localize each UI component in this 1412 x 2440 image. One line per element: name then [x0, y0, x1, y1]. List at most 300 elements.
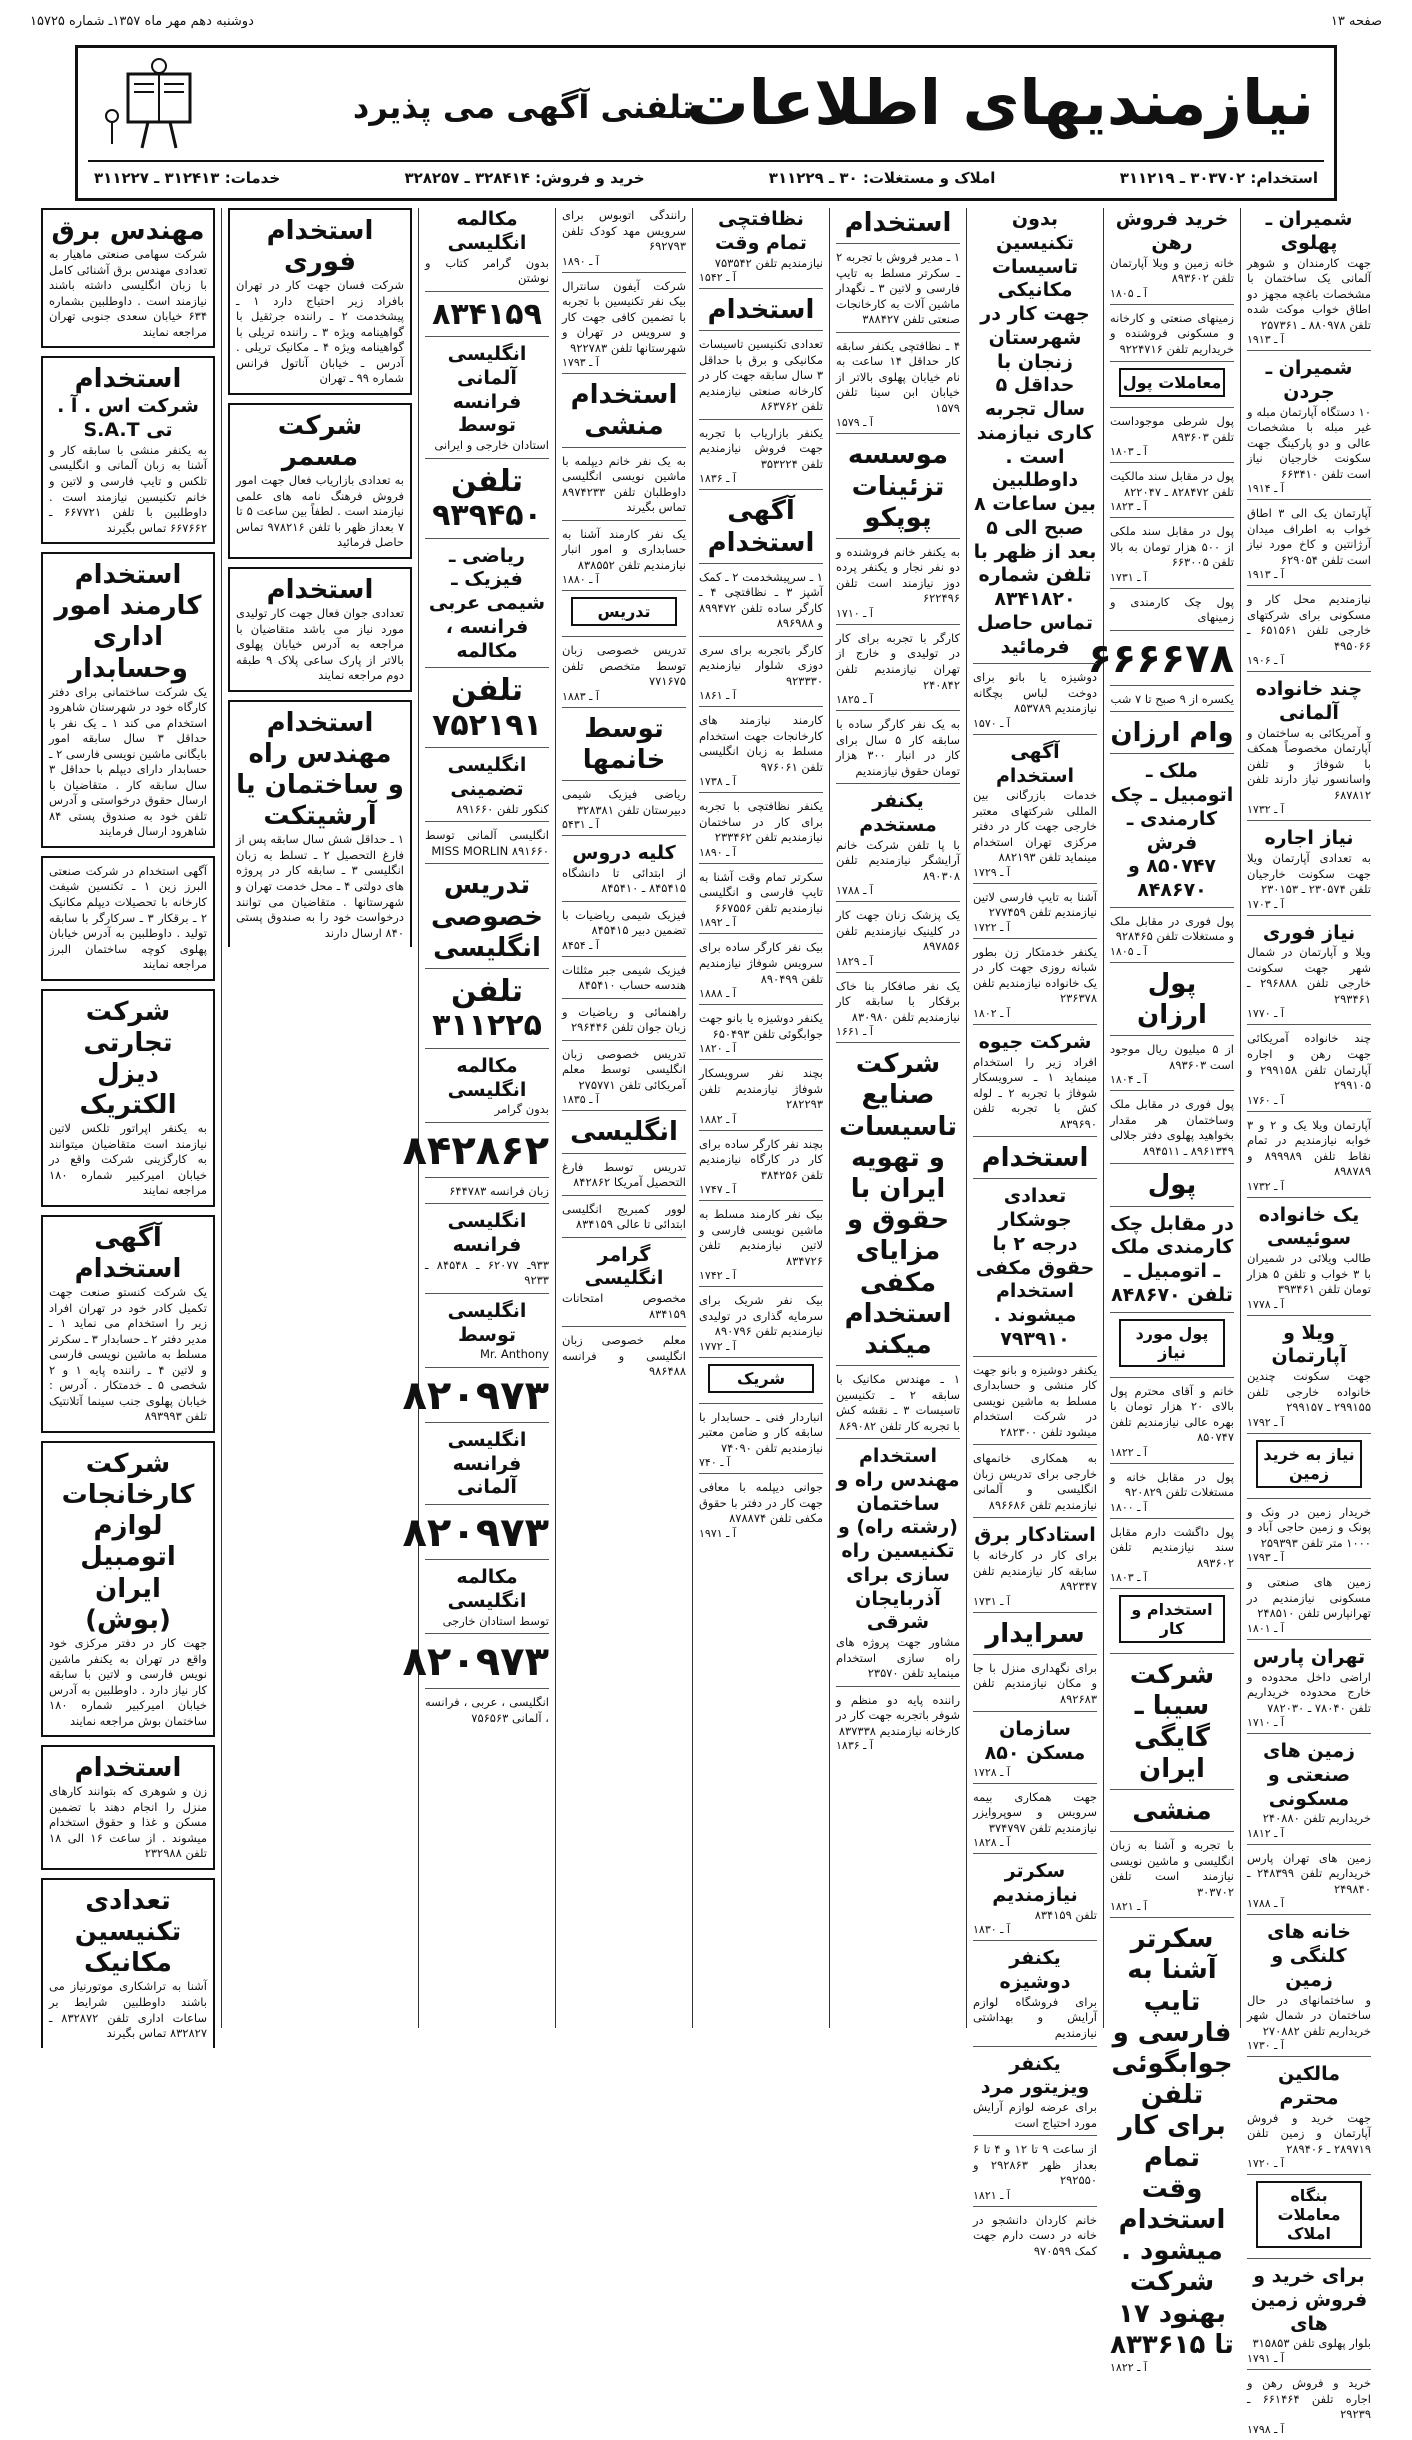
ad-body-text: ۱ ـ سرپیشخدمت ۲ ـ کمک آشپز ۳ ـ نظافتچی ۴ ـ کارگر ساده تلفن ۸۹۹۴۷۲ و ۸۹۶۹۸۸: [699, 569, 823, 631]
ad-body-text: زمین های تهران پارس خریداریم تلفن ۲۴۸۳۹۹ ـ ۲۴۹۸۴۰: [1247, 1850, 1371, 1896]
classified-ad: [1087, 635, 1234, 686]
classified-ad: [425, 343, 549, 459]
ad-heading: نیاز فوری: [1262, 921, 1356, 944]
ad-body-text: یک نفر کارمند آشنا به حسابداری و امور انبار نیازمندیم تلفن ۸۳۸۵۵۲: [562, 526, 686, 572]
masthead-phone-numbers: [88, 160, 1324, 194]
ad-code: آ ـ ۱۷۴۲: [699, 1269, 736, 1283]
ad-headline: توسط خانمها: [582, 713, 666, 775]
ad-body-text: آشنا به تراشکاری موتورنیاز می باشند داوطلبین شرایط بر ساعات اداری تلفن ۸۳۲۸۷۲ ـ ۸۳۲۸۲۷ تماس بگیرند: [49, 1979, 207, 2041]
ad-body-text: ریاضی فیزیک شیمی دبیرستان تلفن ۳۲۸۳۸۱: [562, 787, 686, 817]
classified-ad: [699, 295, 823, 331]
ad-body-text: معلم خصوصی زبان انگلیسی و فرانسه ۹۸۶۴۸۸: [562, 1333, 686, 1379]
ad-body-text: به همکاری خانمهای خارجی برای تدریس زبان انگلیسی و آلمانی نیازمندیم تلفن ۸۹۶۶۸۶: [973, 1451, 1097, 1512]
classified-ad: [973, 1619, 1097, 1655]
classified-ad: [1110, 1924, 1234, 2378]
ad-body-text: به یک نفر خانم دیپلمه با ماشین نویسی انگلیسی داوطلبان تلفن ۸۹۷۴۲۳۳ تماس بگیرند: [562, 453, 686, 515]
ad-body-text: راهنمائی و ریاضیات و زبان جوان تلفن ۲۹۶۴۴۶: [562, 1004, 686, 1035]
classified-ad: [41, 356, 215, 544]
ad-heading: تعدادی جوشکار درجه ۲ با حقوق مکفی استخدام میشوند . ۷۹۳۹۱۰: [975, 1185, 1095, 1350]
classified-ad: [699, 1480, 823, 1544]
column-6: [555, 208, 692, 2028]
ad-code: آ ـ ۱۸۸۰: [562, 573, 599, 587]
ad-body-text: زمینهای صنعتی و کارخانه و مسکونی فروشنده و خریداریم تلفن ۹۲۲۴۷۱۶: [1110, 310, 1234, 356]
ad-code: آ ـ ۱۷۹۸: [1247, 2422, 1284, 2436]
classified-ad: [836, 1049, 960, 1366]
classified-ad: [836, 250, 960, 333]
ad-heading: استخدام مهندس راه و ساختمان (رشته راه) و تکنیسین راه سازی برای آذربایجان شرقی: [836, 1445, 960, 1634]
ad-body-text: شرکت سهامی صنعتی ماهیار به تعدادی مهندس برق آشنائی کامل با زبان انگلیسی داشته باشند نیازمند است . داوطلبین بشماره ۶۳۴ خیابان سعدی جنوبی تهران مراجعه نمایند: [49, 247, 207, 339]
classifieds-columns: [35, 208, 1377, 2436]
ad-heading: چند خانواده آلمانی: [1255, 678, 1363, 725]
classified-ad: [1247, 506, 1371, 586]
ad-heading: انگلیسی فرانسه آلمانی: [447, 1428, 527, 1499]
classified-ad: [973, 1031, 1097, 1137]
classified-ad: [973, 741, 1097, 884]
ad-code: آ ـ ۸۴۵۴: [562, 938, 599, 952]
classified-ad: [973, 1451, 1097, 1518]
ad-body-text: یک پزشک زنان جهت کار در کلینیک نیازمندیم تلفن ۸۹۷۸۵۶: [836, 908, 960, 954]
classified-ad: [1110, 1097, 1234, 1164]
page-number: صفحه ۱۳: [1330, 14, 1382, 29]
ad-body-text: یکنفر دوشیزه یا بانو جهت جوابگوئی تلفن ۶۵۰۴۹۳: [699, 1011, 823, 1041]
classified-ad: [228, 567, 412, 692]
ad-body-text: آپارتمان ویلا یک و ۲ و ۳ خوابه نیازمندیم در تمام نقاط تلفن ۸۹۹۹۸۹ و ۸۹۸۷۸۹: [1247, 1117, 1371, 1179]
phone-buy-sell: خرید و فروش: ۳۲۸۴۱۴ ـ ۳۲۸۲۵۷: [404, 169, 645, 187]
ad-body-text: چند خانواده آمریکائی جهت رهن و اجاره آپارتمان تلفن ۲۹۹۱۵۸ و ۲۹۹۱۰۵: [1247, 1031, 1371, 1093]
ad-heading: تهران پارس: [1252, 1645, 1366, 1668]
ad-heading: انگلیسی تضمینی: [447, 754, 527, 801]
ad-body-text: فیزیک شیمی جبر مثلثات هندسه حساب ۸۴۵۴۱۰: [562, 962, 686, 993]
ad-heading: انگلیسی آلمانی فرانسه توسط: [447, 343, 527, 437]
masthead-title: نیازمندیهای اطلاعات: [686, 66, 1314, 139]
ad-body-text: به یکنفر خانم فروشنده و دو نفر نجار و یکنفر پرده دوز نیازمند است تلفن ۶۲۲۴۹۶: [836, 544, 960, 606]
ad-body-text: کنکور تلفن ۸۹۱۶۶۰: [456, 801, 549, 816]
classified-ad: [562, 1244, 686, 1328]
ad-body-text: بیک نفر کارگر ساده برای سرویس شوفاژ نیازمندیم تلفن ۸۹۰۴۹۹: [699, 940, 823, 986]
classified-ad: [228, 700, 412, 947]
ad-headline: انگلیسی: [570, 1117, 678, 1148]
ad-code: آ ـ ۱۸۸۸: [699, 987, 736, 1001]
ad-code: آ ـ ۱۸۰۵: [1110, 944, 1147, 958]
ad-code: آ ـ ۱۸۳۰: [973, 1923, 1010, 1937]
ad-heading: شرکت جیوه: [978, 1030, 1092, 1053]
classified-ad: [425, 545, 549, 669]
classified-ad: [425, 754, 549, 822]
ad-code: آ ـ ۱۷۹۳: [1247, 1551, 1284, 1565]
ad-code: آ ـ ۱۷۱۰: [836, 606, 873, 620]
ad-headline: آگهی استخدام: [74, 1222, 182, 1285]
ad-body-text: مشاور جهت پروژه های راه سازی استخدام مینماید تلفن ۲۳۵۷۰: [836, 1635, 960, 1681]
ad-heading: مالکین محترم: [1278, 2063, 1340, 2109]
ad-body-text: ۱ ـ مدیر فروش با تجربه ۲ ـ سکرتر مسلط به تایپ فارسی و لاتین ۳ ـ نگهدار ماشین آلات به کارخانجات صنعتی تلفن ۳۸۸۴۲۷: [836, 250, 960, 327]
classified-ad: [699, 496, 823, 563]
ad-code: آ ـ ۱۷۷۸: [1247, 1297, 1284, 1311]
phone-services: خدمات: ۳۱۲۴۱۳ ـ ۳۱۱۲۲۷: [94, 169, 281, 187]
classified-ad: [699, 1293, 823, 1358]
classified-ad: [562, 208, 686, 273]
ad-body-text: پول فوری در مقابل ملک و مستغلات تلفن ۹۲۸۴۶۵: [1110, 913, 1234, 944]
classified-ad: [1247, 592, 1371, 672]
ad-code: آ ـ ۱۷۳۲: [1247, 1179, 1284, 1193]
classified-ad: [425, 828, 549, 864]
ad-heading: ریاضی ـ فیزیک ـ شیمی عربی فرانسه ، مکالمه: [428, 544, 546, 662]
ad-heading: آگهی استخدام: [995, 740, 1075, 787]
ad-code: آ ـ ۱۷۳۰: [1247, 2039, 1284, 2053]
classified-ad: [402, 1127, 549, 1178]
ad-headline: پول: [1147, 1170, 1197, 1201]
ad-body-text: انباردار فنی ـ حسابدار با سابقه کار و ضامن معتبر نیازمندیم تلفن ۷۴۰۹۰: [699, 1409, 823, 1455]
classified-ad: [836, 908, 960, 973]
classified-ad: [1247, 2181, 1371, 2259]
ad-body-text: بچند نفر کارگر ساده برای کار در کارگاه نیازمندیم تلفن ۳۸۴۲۵۶: [699, 1136, 823, 1182]
ad-headline: استخدام: [981, 1143, 1089, 1174]
ad-code: آ ـ ۱۷۷۲: [699, 1339, 736, 1353]
ad-body-text: پول در مقابل سند ملکی از ۵۰۰ هزار تومان به بالا تلفن ۶۶۳۰۰۵: [1110, 524, 1234, 570]
ad-body-text: سکرتر تمام وقت آشنا به تایپ فارسی و انگلیسی نیازمندیم تلفن ۶۶۷۵۵۶: [699, 869, 823, 915]
ad-headline: استخدام: [266, 574, 374, 605]
classified-ad: [41, 1441, 215, 1737]
ad-body-text: برای فروشگاه لوازم آرایش و بهداشتی نیازمندیم: [973, 1994, 1097, 2040]
ad-code: آ ـ ۱۹۱۴: [1247, 482, 1284, 496]
classified-ad: [1247, 2376, 1371, 2440]
phone-employment: استخدام: ۳۰۳۷۰۲ ـ ۳۱۱۲۱۹: [1119, 169, 1318, 187]
ad-code: آ ـ ۱۸۰۳: [1110, 445, 1147, 459]
classified-ad: [41, 1745, 215, 1870]
section-label: شریک: [708, 1364, 814, 1393]
classified-ad: [41, 552, 215, 848]
classified-ad: [1110, 1213, 1234, 1313]
ad-body-text: آپارتمان یک الی ۳ اطاق خواب به اطراف میدان آرژانتین و کاخ مورد نیاز است تلفن ۶۲۹۰۵۴: [1247, 506, 1371, 567]
ad-body-text: جهت خرید و فروش آپارتمان و زمین تلفن ۲۸۹۷۱۹ ـ ۲۸۹۴۰۶: [1247, 2110, 1371, 2156]
ad-heading: ملک ـ اتومبیل ـ چک کارمندی ـ فرش ۸۵۰۷۴۷ و ۸۴۸۶۷۰: [1110, 760, 1234, 902]
ad-body-text: به یک نفر کارگر ساده با سابقه کار ۵ سال برای کار در انبار ۳۰۰ هزار تومان حقوق نیازمندیم: [836, 717, 960, 778]
ad-code: آ ـ ۱۹۷۱: [699, 1526, 736, 1540]
ad-body-text: از ابتدائی تا دانشگاه ۸۴۵۴۱۵ ـ ۸۴۵۴۱۰: [562, 865, 686, 896]
classified-ad: [562, 527, 686, 592]
classified-ad: [1110, 208, 1234, 305]
ad-code: آ ـ ۱۷۳۱: [973, 1594, 1010, 1608]
ad-headline: استخدام کارمند امور اداری وحسابدار: [54, 560, 202, 684]
classified-ad: [699, 570, 823, 637]
ad-code: آ ـ ۱۷۲۹: [973, 865, 1010, 879]
ad-body-text: توسط استادان خارجی: [442, 1613, 549, 1628]
classified-ad: [562, 1117, 686, 1153]
classified-ad: [973, 1790, 1097, 1855]
ad-headline: شرکت صنایع تاسیسات و تهویه ایران با حقوق و مزایای مکفی استخدام میکند: [838, 1049, 958, 1360]
ad-headline: وام ارزان: [1110, 718, 1234, 749]
classified-ad: [836, 208, 960, 244]
ad-phone-number: ۸۲۰۹۷۳: [402, 1639, 549, 1686]
classified-ad: [1110, 368, 1234, 408]
ad-code: آ ـ ۱۸۰۱: [1247, 1621, 1284, 1635]
ad-body-text: خریداریم تلفن ۲۴۰۸۸۰: [1262, 1811, 1371, 1826]
ad-body-text: به تعدادی آپارتمان ویلا جهت سکونت خارجیان تلفن ۲۳۰۵۷۴ ـ ۲۳۰۱۵۳: [1247, 851, 1371, 897]
classified-ad: [1110, 469, 1234, 518]
ad-phone-number: ۸۲۰۹۷۳: [402, 1510, 549, 1557]
ad-body-text: تدریس توسط فارغ التحصیل آمریکا ۸۴۲۸۶۲: [562, 1159, 686, 1190]
ad-code: آ ـ ۱۸۲۹: [836, 954, 873, 968]
ad-headline: منشی: [1132, 1796, 1212, 1826]
ad-code: آ ـ ۱۸۲۰: [699, 1042, 736, 1056]
column-1: [1240, 208, 1377, 2436]
ad-body-text: بلوار پهلوی تلفن ۳۱۵۸۵۳: [1252, 2336, 1371, 2351]
ad-headline: استخدام منشی: [570, 380, 678, 442]
classified-ad: [1247, 1440, 1371, 1499]
ad-code: آ ـ ۱۸۰۵: [1110, 286, 1147, 300]
classified-ad: [228, 208, 412, 395]
classified-ad: [425, 298, 549, 338]
ad-headline: شرکت مسمر: [277, 410, 363, 473]
ad-body-text: خرید و فروش رهن و اجاره تلفن ۶۶۱۴۶۴ ـ ۲۹۲۳۹: [1247, 2376, 1372, 2422]
ad-headline: استخدام مهندس راه و ساختمان یا آرشیتکت: [236, 707, 404, 832]
classified-ad: [836, 440, 960, 539]
ad-body-text: ۴ ـ نظافتچی یکنفر سابقه کار حداقل ۱۴ ساعت به نام خیابان پهلوی بالاتر از خیابان ابن سینا تلفن ۱۵۷۹: [836, 338, 960, 415]
ad-headline: استخدام: [844, 208, 952, 238]
classified-ad: [699, 208, 823, 289]
ad-headline: تدریس خصوصی انگلیسی: [430, 870, 544, 963]
classified-ad: [973, 670, 1097, 735]
ad-code: آ ـ ۱۸۲۲: [1110, 2360, 1147, 2374]
ad-body-text: جهت کار در دفتر مرکزی خود واقع در تهران به یکنفر ماشین نویس فارسی و لاتین با سابقه کار نیاز دارد . داوطلبین به آدرس خیابان امیرکبیر شماره ۱۸۰ ساختمان بوش مراجعه نمایند: [49, 1636, 207, 1728]
classified-ad: [562, 454, 686, 521]
ad-heading: خانه های کلنگی و زمین: [1267, 1921, 1351, 1991]
classified-ad: [1110, 1660, 1234, 1790]
column-9: [221, 208, 418, 2028]
ad-heading: یک خانواده سوئیسی: [1258, 1203, 1360, 1250]
classified-ad: [1110, 311, 1234, 363]
ad-body-text: رانندگی اتوبوس برای سرویس مهد کودک تلفن ۶۹۲۷۹۳: [562, 208, 686, 254]
section-label: استخدام و کار: [1119, 1595, 1225, 1643]
classified-ad: [1110, 1595, 1234, 1654]
ad-code: آ ـ ۱۷۸۸: [1247, 1897, 1284, 1911]
ad-body-text: پول چک کارمندی و زمینهای: [1110, 594, 1234, 625]
ad-phone-number: ۸۴۲۸۶۲: [402, 1127, 549, 1174]
classified-ad: [562, 1005, 686, 1041]
classified-ad: [425, 1429, 549, 1505]
ad-code: آ ـ ۱۸۹۰: [699, 845, 736, 859]
classified-ad: [562, 787, 686, 836]
ad-body-text: بدون گرامر کتاب و نوشتن: [425, 255, 549, 286]
classified-ad: [699, 713, 823, 793]
ad-code: آ ـ ۱۷۳۲: [1247, 803, 1284, 817]
ad-body-text: نیازمندیم محل کار و مسکونی برای شرکتهای خارجی تلفن ۶۵۱۵۶۱ ـ ۴۹۵۰۶۶: [1247, 592, 1371, 653]
classified-ad: [836, 1445, 960, 1687]
classified-ad: [836, 979, 960, 1044]
ad-heading: یکنفر دوشیزه: [999, 1947, 1071, 1994]
classified-ad: [1247, 1646, 1371, 1734]
classified-ad: [562, 908, 686, 957]
ad-body-text: کارگر باتجربه برای سری دوزی شلوار نیازمندیم ۹۲۳۳۳۰: [699, 642, 823, 688]
ad-body-text: آگهی استخدام در شرکت صنعتی البرز زین ۱ ـ تکنسین شیفت کارخانه با تحصیلات دیپلم مکانیک ۲ ـ برقکار ۳ ـ سرکارگر با سابقه تولید . داوطلبین به آدرس خیابان پهلوی کوچه ساختمان البرز مراجعه نمایند: [49, 863, 208, 972]
ad-code: آ ـ ۱۶۶۱: [836, 1025, 873, 1039]
classified-ad: [1110, 524, 1234, 589]
ad-code: آ ـ ۱۷۲۸: [973, 1765, 1010, 1779]
ad-headline: استخدام: [707, 295, 815, 326]
ad-body-text: و ساختمانهای در حال ساختمان در شمال شهر خریداریم تلفن ۲۷۰۸۸۲: [1247, 1992, 1371, 2038]
ad-body-text: برای عرضه لوازم آرایش مورد احتیاج است: [973, 2100, 1097, 2130]
classified-ad: [562, 597, 686, 637]
ad-code: آ ـ ۱۷۳۸: [699, 775, 736, 789]
ad-body-text: تعدادی جوان فعال جهت کار تولیدی مورد نیاز می باشد متقاضیان با مراجعه به آدرس خیابان پهلوی بالاتر از پارک ساعی پلاک ۹ طبقه دوم مراجعه نمایند: [236, 606, 405, 683]
classified-ad: [1247, 827, 1371, 915]
ad-body-text: جهت سکونت چندین خانواده خارجی تلفن ۲۹۹۱۵۵ ـ ۲۹۹۱۵۷: [1247, 1369, 1371, 1415]
ad-headline: استخدام: [74, 1753, 182, 1784]
ad-body-text: ۱ ـ حداقل شش سال سابقه پس از فارغ التحصیل ۲ ـ تسلط به زبان انگلیسی ۳ ـ سابقه کار در پروژه های دولتی ۴ ـ محل خدمت تهران و شهرستانها . متقاضیان می توانند درخواست خود را به صندوق پستی ۸۴۰ ارسال دارند: [236, 832, 404, 940]
ad-heading: خرید فروش رهن: [1115, 208, 1229, 254]
ad-heading: بدون تکنیسین تاسیسات مکانیکی جهت کار در شهرستان زنجان با حداقل ۵ سال تجربه کاری نیازمند است . داوطلبین بین ساعات ۸ صبح الی ۵ بعد از ظهر با تلفن شماره ۸۳۴۱۸۲۰ تماس حاصل فرمائید: [973, 208, 1097, 658]
classified-ad: [402, 1510, 549, 1560]
ad-heading: استادکار برق: [974, 1524, 1096, 1547]
ad-phone-number: تلفن ۷۵۲۱۹۱: [432, 673, 542, 743]
classified-ad: [973, 890, 1097, 939]
ad-body-text: لوور کمبریج انگلیسی ابتدائی تا عالی ۸۳۴۱۵۹: [562, 1201, 686, 1232]
classified-ad: [699, 799, 823, 864]
classified-ad: [562, 279, 686, 375]
ad-body-text: یکنفر دوشیزه و بانو جهت کار منشی و حسابداری مسلط به ماشین نویسی در شرکت استخدام میشود تلفن ۲۸۲۳۰۰: [973, 1362, 1097, 1439]
ad-code: آ ـ ۷۴۰: [699, 1456, 731, 1470]
classified-ad: [1247, 2063, 1371, 2175]
column-2: [1087, 208, 1240, 2374]
classified-ad: [1110, 1838, 1234, 1918]
ad-code: آ ـ ۱۸۲۸: [973, 1836, 1010, 1850]
ad-body-text: شرکت فسان جهت کار در تهران بافراد زیر احتیاج دارد ۱ ـ پیشخدمت ۲ ـ راننده جرثقیل با گواهینامه ویژه ۳ ـ راننده تریلی با گواهینامه ویژه ۴ ـ مکانیک تریلی . آدرس ـ خیابان آناتول فرانس شماره ۹۹ ـ تهران: [236, 278, 404, 386]
classified-ad: [1110, 1525, 1234, 1590]
ad-code: آ ـ ۱۷۱۰: [1247, 1716, 1284, 1730]
classified-ad: [425, 870, 549, 969]
ad-body-text: خانم کاردان دانشجو در خانه در دست دارم جهت کمک ۹۷۰۵۹۹: [973, 2212, 1097, 2258]
ad-body-text: برای نگهداری منزل با جا و مکان نیازمندیم تلفن ۸۹۲۶۸۳: [973, 1660, 1097, 1706]
classified-ad: [699, 1011, 823, 1060]
classified-ad: [1247, 1851, 1371, 1916]
ad-body-text: یکسره از ۹ صبح تا ۷ شب: [1110, 691, 1234, 706]
ad-heading: سازمان مسکن ۸۵۰: [984, 1718, 1086, 1765]
ad-phone-number: ۶۶۶۶۷۸: [1087, 635, 1234, 682]
classified-ad: [425, 1566, 549, 1634]
ad-code: آ ـ ۱۷۶۰: [1247, 1093, 1284, 1107]
section-label: بنگاه معاملات املاک: [1256, 2181, 1362, 2248]
classified-ad: [1110, 760, 1234, 908]
ad-body-text: زمین های صنعتی و مسکونی نیازمندیم در تهرانپارس تلفن ۲۴۸۵۱۰: [1247, 1575, 1371, 1621]
classified-ad: [562, 842, 686, 902]
classified-ad: [699, 1207, 823, 1287]
ad-body-text: پول داگشت دارم مقابل سند نیازمندیم تلفن ۸۹۳۶۰۲: [1110, 1524, 1234, 1570]
classified-ad: [1247, 922, 1371, 1026]
classified-ad: [562, 1047, 686, 1112]
classified-ad: [699, 940, 823, 1005]
ad-code: آ ـ ۱۸۸۲: [699, 1112, 736, 1126]
ad-code: آ ـ ۱۷۸۸: [836, 884, 873, 898]
ad-body-text: مخصوص امتحانات ۸۳۴۱۵۹: [562, 1291, 686, 1321]
classified-ad: [1247, 1118, 1371, 1198]
ad-headline: موسسه تزئینات پوپکو: [847, 440, 949, 533]
classified-ad: [41, 208, 215, 348]
ad-body-text: ۱ ـ مهندس مکانیک با سابقه ۲ ـ تکنیسین تاسیسات ۳ ـ نقشه کش با تجربه کار تلفن ۸۶۹۰۸۲: [836, 1372, 961, 1433]
classified-ad: [973, 1143, 1097, 1179]
classified-ad: [562, 1333, 686, 1384]
classified-ad: [402, 1372, 549, 1423]
classified-ad: [973, 1363, 1097, 1446]
ad-body-text: به یکنفر اپراتور تلکس لاتین نیازمند است متقاضیان میتوانند به کارگزینی شرکت واقع در خیابان امیرکبیر شماره ۱۸۰ مراجعه نمایند: [49, 1121, 207, 1198]
ad-code: آ ـ ۱۷۰۳: [1247, 897, 1284, 911]
section-label: تدریس: [571, 597, 677, 626]
ad-body-text: جوانی دیپلمه با معافی جهت کار در دفتر با حقوق مکفی تلفن ۸۷۸۸۷۴: [699, 1480, 823, 1526]
ad-body-text: شرکت آیفون سانترال بیک نفر تکنیسین با تجربه با تضمین کافی جهت کار و سرویس در تهران و شهرستانها تلفن ۹۲۲۷۸۳: [562, 278, 686, 355]
ad-heading: شمیران ـ پهلوی: [1265, 208, 1353, 254]
ad-code: آ ـ ۱۸۲۳: [1110, 500, 1147, 514]
ad-body-text: اراضی داخل محدوده و خارج محدوده خریداریم تلفن ۷۸۰۴۰ ـ ۷۸۲۰۳۰: [1247, 1669, 1371, 1715]
ad-body-text: جهت همکاری بیمه سرویس و سوپروایزر نیازمندیم تلفن ۳۷۴۷۹۷: [973, 1789, 1097, 1835]
classified-ad: [1247, 1921, 1371, 2057]
classified-ad: [1247, 357, 1371, 500]
ad-body-text: خریدار زمین در ونک و پونک و زمین حاجی آباد و ۱۰۰۰ متر تلفن ۲۵۹۳۹۳: [1247, 1504, 1371, 1550]
classified-ad: [562, 380, 686, 447]
classified-ad: [973, 1661, 1097, 1713]
ad-body-text: خانه زمین و ویلا آپارتمان تلفن ۸۹۳۶۰۲: [1110, 255, 1234, 286]
ad-body-text: فیزیک شیمی ریاضیات با تضمین دبیر ۸۴۵۴۱۵: [562, 907, 686, 938]
classified-ad: [562, 1160, 686, 1196]
ad-phone-number: تلفن ۳۱۱۲۲۵: [432, 973, 542, 1044]
ad-headline: تعدادی تکنیسین مکانیک: [74, 1885, 182, 1979]
phone-realestate: املاک و مستغلات: ۳۰ ـ ۳۱۱۲۲۹: [768, 169, 996, 187]
issue-date: دوشنبه دهم مهر ماه ۱۳۵۷ـ شماره ۱۵۷۲۵: [30, 14, 254, 29]
classified-ad: [1110, 969, 1234, 1036]
ad-body-text: استادان خارجی و ایرانی: [434, 438, 549, 453]
classified-ad: [41, 1215, 215, 1433]
ad-code: آ ـ ۱۹۱۳: [1247, 333, 1284, 347]
classified-ad: [836, 545, 960, 625]
classified-ad: [41, 989, 215, 1207]
ad-heading: نیاز اجاره: [1264, 827, 1354, 850]
ad-body-text: بیک نفر شریک برای سرمایه گذاری در تولیدی نیازمندیم تلفن ۸۹۰۷۹۶: [699, 1293, 823, 1339]
ad-code: آ ـ ۱۸۳۶: [699, 472, 736, 486]
classified-ad: [1247, 1031, 1371, 1111]
ad-body-text: پول شرطی موجوداست تلفن ۸۹۳۶۰۳: [1110, 414, 1234, 444]
classified-ad: [699, 870, 823, 935]
classified-ad: [562, 963, 686, 999]
ad-body-text: تعدادی تکنیسین تاسیسات مکانیکی و برق با حداقل ۳ سال سابقه جهت کار در کارخانه صنعتی نیازمندیم تلفن ۸۶۳۷۶۲: [699, 337, 823, 414]
ad-body-text: ۱۰ دستگاه آپارتمان مبله و غیر مبله با مشخصات عالی و دو پارکینگ جهت سکونت خارجیان نیاز است تلفن ۶۶۳۴۱۰: [1247, 404, 1371, 481]
ad-body-text: یک شرکت ساختمانی برای دفتر کارگاه خود در شهرستان شاهرود استخدام می کند ۱ ـ یک نفر با حداقل ۳ سال سابقه امور بایگانی ماشین نویسی فارسی ۲ ـ حسابدار دارای دیپلم با حداقل ۳ سال سابقه کار . متقاضیان با ارسال حقوق درخواستی و آدرس تلفن خود به صندوق پستی ۸۴ شاهرود ارسال فرمایند: [49, 684, 208, 839]
classified-ad: [425, 465, 549, 539]
ad-code: آ ـ ۱۷۲۲: [973, 920, 1010, 934]
ad-headline: مهندس برق: [51, 216, 205, 246]
classified-ad: [425, 1695, 549, 1730]
ad-body-text: یکنفر خدمتکار زن بطور شبانه روزی جهت کار در یک خانواده نیازمندیم تلفن ۲۳۶۳۷۸: [973, 944, 1097, 1006]
ad-code: آ ـ ۱۷۲۰: [1247, 2157, 1284, 2171]
classified-ad: [1110, 1170, 1234, 1206]
ad-body-text: ویلا و آپارتمان در شمال شهر جهت سکونت خارجی تلفن ۲۹۶۸۸۸ ـ ۲۹۳۴۶۱: [1247, 945, 1371, 1006]
ad-body-text: ۹۳۳ـ ۶۲۰۷۷ ـ ۸۴۵۴۸ ـ ۹۲۳۳: [425, 1257, 549, 1288]
classified-ad: [973, 1185, 1097, 1356]
classified-ad: [562, 714, 686, 781]
classified-ad: [973, 2053, 1097, 2137]
classified-ad: [836, 790, 960, 902]
ad-code: آ ـ ۱۸۶۱: [699, 689, 736, 703]
ad-body-text: به تعدادی بازاریاب فعال جهت امور فروش فرهنگ نامه های علمی نیازمند است . لطفاً بین ساعت ۵ تا ۷ بعداز ظهر با تلفن ۹۷۸۲۱۶ تماس حاصل فرمائید: [236, 473, 404, 550]
newspaper-reader-illustration-icon: [98, 56, 218, 151]
classified-ad: [973, 1718, 1097, 1784]
ad-body-text: کارگر با تجربه برای کار در تولیدی و خارج از تهران نیازمندیم تلفن ۲۴۰۸۴۲: [836, 630, 960, 692]
ad-body-text: بیک نفر کارمند مسلط به ماشین نویسی فارسی و لاتین نیازمندیم تلفن ۸۳۴۷۲۶: [699, 1207, 823, 1268]
ad-heading: مکالمه انگلیسی: [447, 1054, 527, 1101]
ad-body-text: از ساعت ۹ تا ۱۲ و ۴ تا ۶ بعداز ظهر ۲۹۲۸۶۳ و ۲۹۲۵۵۰: [973, 2142, 1097, 2188]
classified-ad: [425, 208, 549, 292]
classified-ad: [699, 1066, 823, 1131]
ad-body-text: یکنفر نظافتچی با تجربه برای کار در ساختمان نیازمندیم تلفن ۲۳۳۴۶۲: [699, 799, 823, 845]
ad-heading: گرامر انگلیسی: [584, 1243, 664, 1290]
classified-ad: [973, 2142, 1097, 2207]
ad-heading: شرکت اس . آ . تی S.A.T: [57, 395, 199, 442]
